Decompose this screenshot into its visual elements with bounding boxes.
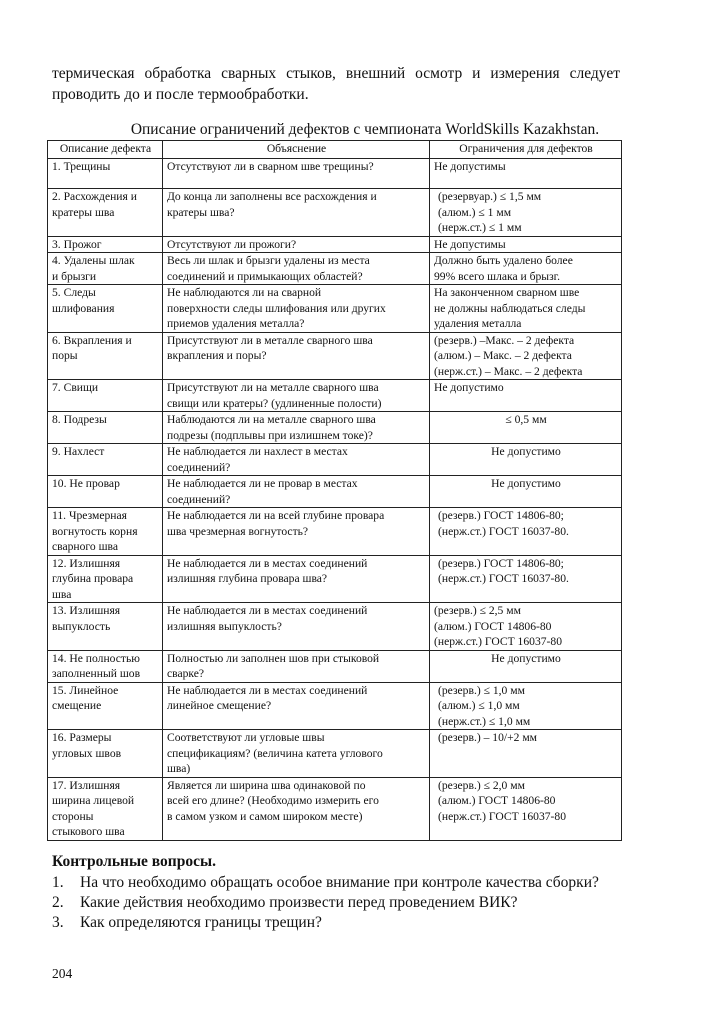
explanation-cell: Присутствуют ли в металле сварного шва вкрапления и поры? bbox=[163, 332, 430, 380]
table-row bbox=[48, 777, 622, 840]
question-number: 2. bbox=[52, 894, 64, 911]
defect-cell: 1. Трещины bbox=[48, 159, 163, 189]
table-row bbox=[48, 253, 622, 285]
table-caption: Описание ограничений дефектов с чемпионата WorldSkills Kazakhstan. bbox=[130, 121, 600, 138]
explanation-cell: Является ли ширина шва одинаковой по всей его длине? (Необходимо измерить его в самом узком и самом широком месте) bbox=[163, 777, 430, 840]
limits-cell: (резервуар.) ≤ 1,5 мм (алюм.) ≤ 1 мм (нерж.ст.) ≤ 1 мм bbox=[430, 189, 622, 237]
question-item bbox=[52, 913, 620, 933]
question-item bbox=[52, 873, 620, 893]
limits-cell: Не допустимы bbox=[430, 159, 622, 189]
limits-cell: Не допустимо bbox=[430, 650, 622, 682]
explanation-cell: Не наблюдается ли в местах соединений линейное смещение? bbox=[163, 682, 430, 730]
control-questions bbox=[52, 852, 620, 933]
defect-cell: 12. Излишняя глубина провара шва bbox=[48, 555, 163, 603]
explanation-cell: До конца ли заполнены все расхождения и кратеры шва? bbox=[163, 189, 430, 237]
defect-cell: 8. Подрезы bbox=[48, 412, 163, 444]
table-row bbox=[48, 332, 622, 380]
defect-cell: 15. Линейное смещение bbox=[48, 682, 163, 730]
defect-cell: 5. Следы шлифования bbox=[48, 285, 163, 333]
defect-cell: 14. Не полностью заполненный шов bbox=[48, 650, 163, 682]
defect-cell: 9. Нахлест bbox=[48, 444, 163, 476]
explanation-cell: Весь ли шлак и брызги удалены из места соединений и примыкающих областей? bbox=[163, 253, 430, 285]
question-item bbox=[52, 893, 620, 913]
intro-paragraph: термическая обработка сварных стыков, внешний осмотр и измерения следует проводить до и после термообработки. bbox=[52, 65, 620, 103]
table-row bbox=[48, 682, 622, 730]
limits-cell: Не допустимо bbox=[430, 444, 622, 476]
limits-cell: (резерв.) – 10/+2 мм bbox=[430, 730, 622, 778]
limits-cell: (резерв.) ≤ 2,5 мм (алюм.) ГОСТ 14806-80 (нерж.ст.) ГОСТ 16037-80 bbox=[430, 603, 622, 651]
explanation-cell: Отсутствуют ли прожоги? bbox=[163, 236, 430, 253]
defect-cell: 17. Излишняя ширина лицевой стороны стыкового шва bbox=[48, 777, 163, 840]
defect-cell: 11. Чрезмерная вогнутость корня сварного шва bbox=[48, 508, 163, 556]
question-number: 3. bbox=[52, 914, 64, 931]
limits-cell: Не допустимо bbox=[430, 380, 622, 412]
page-number: 204 bbox=[52, 966, 73, 981]
table-row bbox=[48, 603, 622, 651]
table-row bbox=[48, 555, 622, 603]
header-defect: Описание дефекта bbox=[48, 141, 163, 159]
explanation-cell: Отсутствуют ли в сварном шве трещины? bbox=[163, 159, 430, 189]
limits-cell: (резерв.) ГОСТ 14806-80; (нерж.ст.) ГОСТ 16037-80. bbox=[430, 508, 622, 556]
explanation-cell: Наблюдаются ли на металле сварного шва подрезы (подплывы при излишнем токе)? bbox=[163, 412, 430, 444]
defect-cell: 10. Не провар bbox=[48, 476, 163, 508]
table-row bbox=[48, 650, 622, 682]
table-header-row bbox=[48, 141, 622, 159]
limits-cell: На законченном сварном шве не должны наблюдаться следы удаления металла bbox=[430, 285, 622, 333]
limits-cell: (резерв.) –Макс. – 2 дефекта (алюм.) – Макс. – 2 дефекта (нерж.ст.) – Макс. – 2 дефекта bbox=[430, 332, 622, 380]
question-text: Какие действия необходимо произвести перед проведением ВИК? bbox=[80, 894, 518, 911]
defect-cell: 7. Свищи bbox=[48, 380, 163, 412]
limits-cell: Должно быть удалено более 99% всего шлака и брызг. bbox=[430, 253, 622, 285]
table-row bbox=[48, 285, 622, 333]
explanation-cell: Полностью ли заполнен шов при стыковой сварке? bbox=[163, 650, 430, 682]
explanation-cell: Присутствуют ли на металле сварного шва свищи или кратеры? (удлиненные полости) bbox=[163, 380, 430, 412]
question-text: Как определяются границы трещин? bbox=[80, 914, 322, 931]
table-row bbox=[48, 508, 622, 556]
limits-cell: ≤ 0,5 мм bbox=[430, 412, 622, 444]
questions-title: Контрольные вопросы. bbox=[52, 853, 216, 870]
header-limits: Ограничения для дефектов bbox=[430, 141, 622, 159]
explanation-cell: Не наблюдается ли нахлест в местах соединений? bbox=[163, 444, 430, 476]
explanation-cell: Не наблюдается ли на всей глубине провара шва чрезмерная вогнутость? bbox=[163, 508, 430, 556]
explanation-cell: Не наблюдается ли не провар в местах соединений? bbox=[163, 476, 430, 508]
explanation-cell: Соответствуют ли угловые швы спецификациям? (величина катета углового шва) bbox=[163, 730, 430, 778]
limits-cell: (резерв.) ГОСТ 14806-80; (нерж.ст.) ГОСТ 16037-80. bbox=[430, 555, 622, 603]
limits-cell: (резерв.) ≤ 1,0 мм (алюм.) ≤ 1,0 мм (нерж.ст.) ≤ 1,0 мм bbox=[430, 682, 622, 730]
table-row bbox=[48, 380, 622, 412]
table-row bbox=[48, 476, 622, 508]
limits-cell: Не допустимо bbox=[430, 476, 622, 508]
defect-cell: 6. Вкрапления и поры bbox=[48, 332, 163, 380]
defect-cell: 4. Удалены шлак и брызги bbox=[48, 253, 163, 285]
limits-cell: Не допустимы bbox=[430, 236, 622, 253]
table-row bbox=[48, 444, 622, 476]
defect-cell: 16. Размеры угловых швов bbox=[48, 730, 163, 778]
defect-cell: 13. Излишняя выпуклость bbox=[48, 603, 163, 651]
table-row bbox=[48, 159, 622, 189]
table-row bbox=[48, 236, 622, 253]
question-number: 1. bbox=[52, 874, 64, 891]
explanation-cell: Не наблюдается ли в местах соединений излишняя выпуклость? bbox=[163, 603, 430, 651]
table-row bbox=[48, 412, 622, 444]
defects-table bbox=[47, 140, 622, 841]
table-row bbox=[48, 189, 622, 237]
limits-cell: (резерв.) ≤ 2,0 мм (алюм.) ГОСТ 14806-80 (нерж.ст.) ГОСТ 16037-80 bbox=[430, 777, 622, 840]
defect-cell: 2. Расхождения и кратеры шва bbox=[48, 189, 163, 237]
header-explanation: Объяснение bbox=[163, 141, 430, 159]
explanation-cell: Не наблюдается ли в местах соединений излишняя глубина провара шва? bbox=[163, 555, 430, 603]
questions-list bbox=[52, 873, 620, 933]
defect-cell: 3. Прожог bbox=[48, 236, 163, 253]
question-text: На что необходимо обращать особое внимание при контроле качества сборки? bbox=[80, 874, 599, 891]
explanation-cell: Не наблюдаются ли на сварной поверхности следы шлифования или других приемов удаления металла? bbox=[163, 285, 430, 333]
table-row bbox=[48, 730, 622, 778]
